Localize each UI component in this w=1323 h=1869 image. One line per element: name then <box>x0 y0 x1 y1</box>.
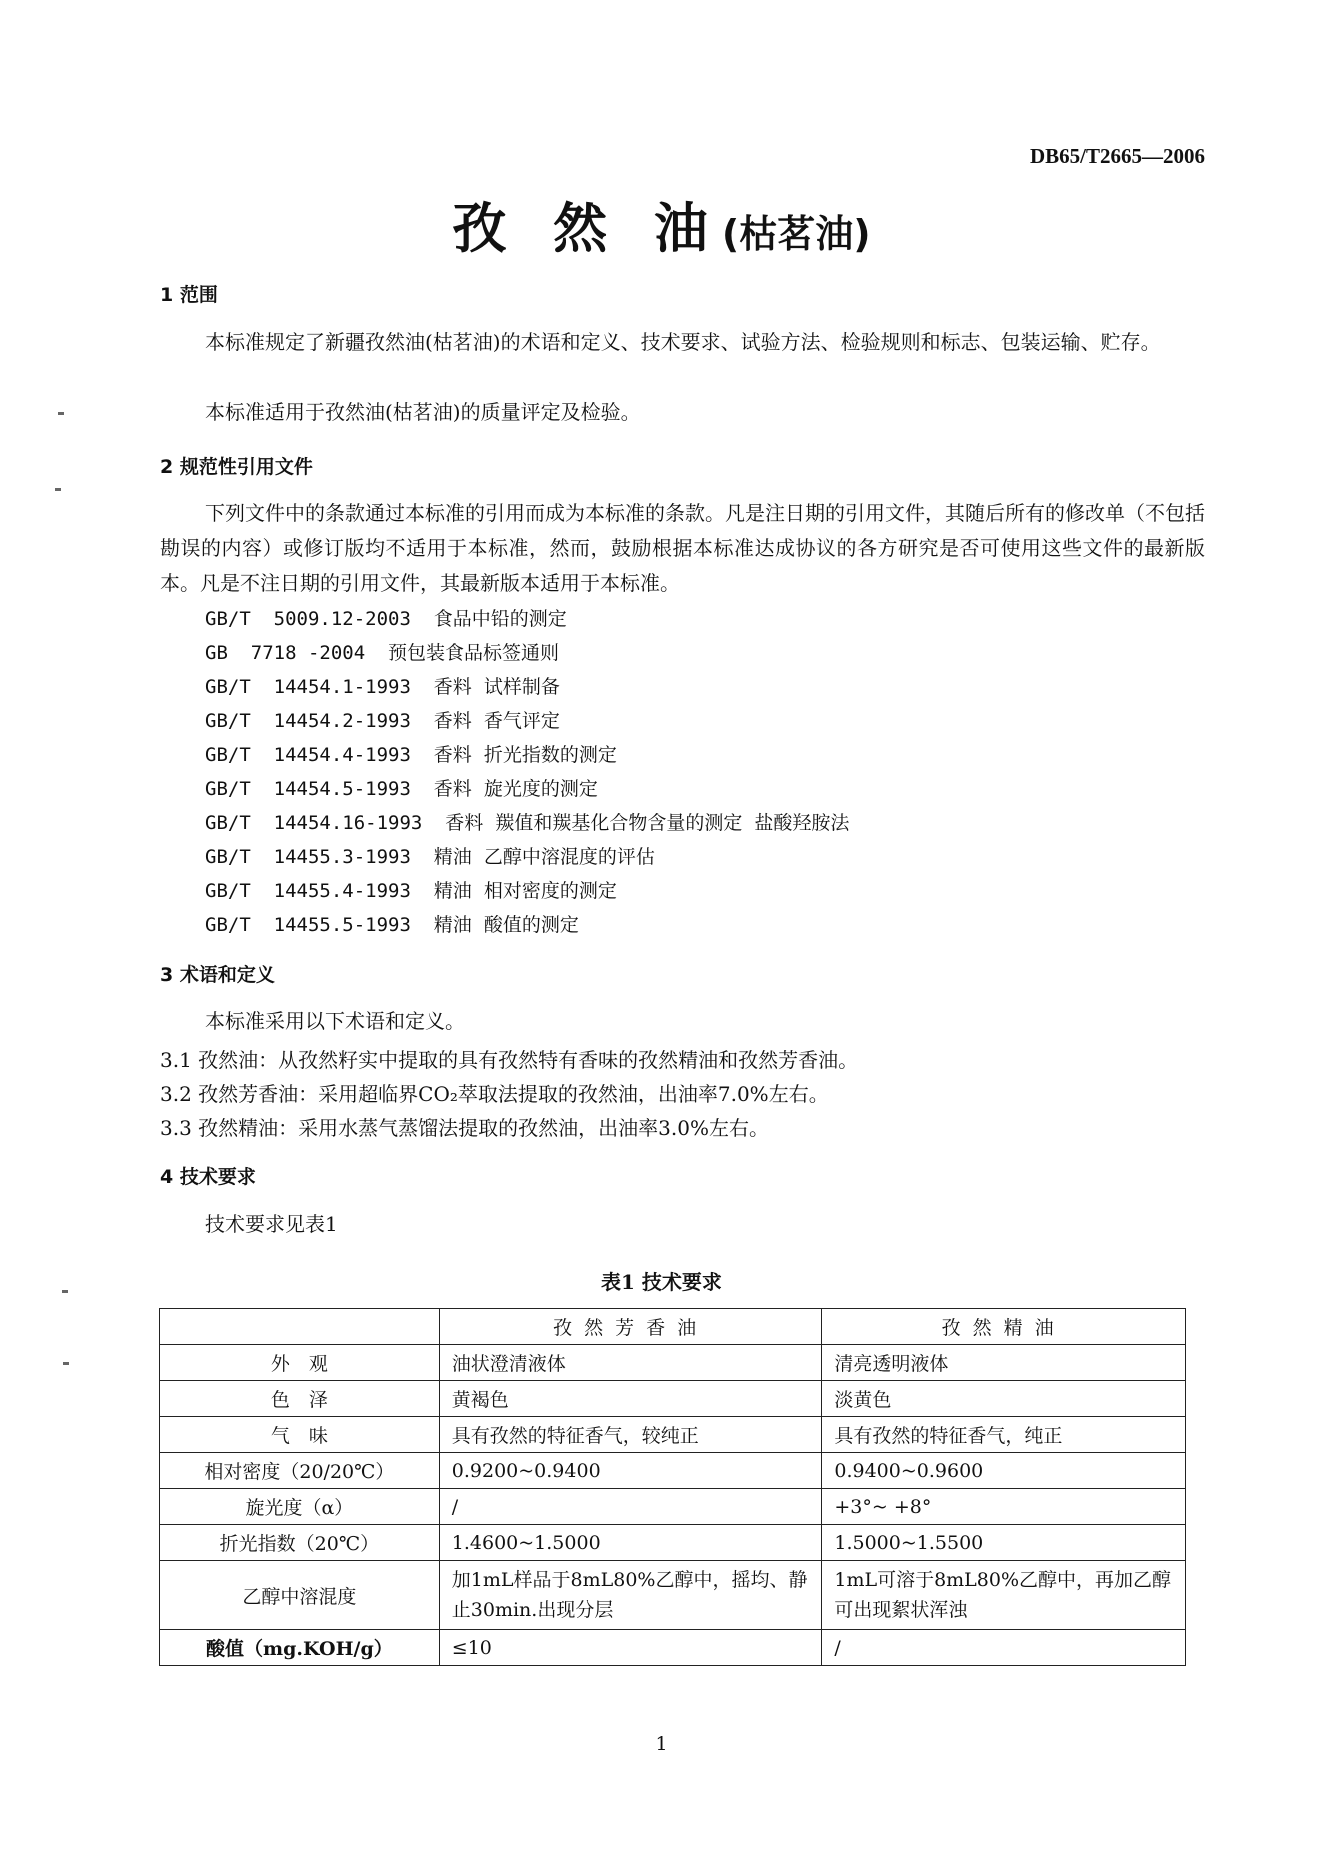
reference-item <box>205 808 849 835</box>
table-row <box>160 1345 1186 1381</box>
term-definition: 3.1 孜然油：从孜然籽实中提取的具有孜然特有香味的孜然精油和孜然芳香油。 <box>160 1048 859 1072</box>
scan-speck <box>55 488 61 491</box>
table-cell: 清亮透明液体 <box>822 1345 1186 1381</box>
table-cell: 1.5000~1.5500 <box>822 1525 1186 1561</box>
table-header-row <box>160 1309 1186 1345</box>
reference-item <box>205 910 579 937</box>
table-cell: +3°~ +8° <box>822 1489 1186 1525</box>
table-cell: 具有孜然的特征香气，纯正 <box>822 1417 1186 1453</box>
reference-item <box>205 842 655 869</box>
table-caption: 表1 技术要求 <box>601 1270 722 1294</box>
table-row <box>160 1525 1186 1561</box>
row-label: 外 观 <box>160 1345 440 1381</box>
table-cell: 油状澄清液体 <box>439 1345 822 1381</box>
table-row <box>160 1417 1186 1453</box>
reference-title: 香料 旋光度的测定 <box>433 778 598 800</box>
reference-title: 香料 香气评定 <box>433 710 560 732</box>
table-cell: 0.9400~0.9600 <box>822 1453 1186 1489</box>
section-2-heading: 2 规范性引用文件 <box>160 456 313 478</box>
table-row <box>160 1453 1186 1489</box>
column-header: 孜然精油 <box>822 1309 1186 1345</box>
reference-code: GB/T 14455.3-1993 <box>205 846 411 868</box>
table-cell: / <box>439 1489 822 1525</box>
table-cell: ≤10 <box>439 1630 822 1666</box>
reference-item <box>205 638 559 665</box>
column-header: 孜然芳香油 <box>439 1309 822 1345</box>
reference-item <box>205 740 617 767</box>
standard-code: DB65/T2665—2006 <box>1029 144 1205 168</box>
page-number: 1 <box>655 1733 668 1755</box>
section-4-intro: 技术要求见表1 <box>205 1212 338 1236</box>
row-label: 乙醇中溶混度 <box>160 1561 440 1630</box>
term-definition: 3.2 孜然芳香油：采用超临界CO₂萃取法提取的孜然油，出油率7.0%左右。 <box>160 1082 829 1106</box>
reference-code: GB/T 14455.5-1993 <box>205 914 411 936</box>
reference-item <box>205 672 560 699</box>
reference-code: GB 7718 -2004 <box>205 642 366 664</box>
spec-table <box>159 1308 1186 1666</box>
table-cell: 黄褐色 <box>439 1381 822 1417</box>
reference-item <box>205 876 617 903</box>
reference-code: GB/T 14454.4-1993 <box>205 744 411 766</box>
scan-speck <box>63 1362 69 1365</box>
table-row <box>160 1561 1186 1630</box>
table-row <box>160 1489 1186 1525</box>
section-1-heading: 1 范围 <box>160 284 218 306</box>
section-3-heading: 3 术语和定义 <box>160 964 275 986</box>
table-cell: 1.4600~1.5000 <box>439 1525 822 1561</box>
reference-title: 香料 羰值和羰基化合物含量的测定 盐酸羟胺法 <box>445 812 850 834</box>
document-title <box>0 186 1323 263</box>
section-3-intro: 本标准采用以下术语和定义。 <box>205 1009 465 1033</box>
reference-code: GB/T 14454.1-1993 <box>205 676 411 698</box>
reference-item <box>205 604 567 631</box>
scan-speck <box>58 412 64 415</box>
section-1-paragraph-1: 本标准规定了新疆孜然油(枯茗油)的术语和定义、技术要求、试验方法、检验规则和标志、包装运输、贮存。 <box>205 330 1161 354</box>
table-row <box>160 1381 1186 1417</box>
reference-item <box>205 706 560 733</box>
reference-item <box>205 774 598 801</box>
table-cell: 加1mL样品于8mL80%乙醇中，摇均、静止30min.出现分层 <box>439 1561 822 1630</box>
reference-code: GB/T 14454.2-1993 <box>205 710 411 732</box>
reference-code: GB/T 14455.4-1993 <box>205 880 411 902</box>
table-cell: 1mL可溶于8mL80%乙醇中，再加乙醇可出现絮状浑浊 <box>822 1561 1186 1630</box>
row-label: 色 泽 <box>160 1381 440 1417</box>
reference-title: 精油 乙醇中溶混度的评估 <box>433 846 655 868</box>
reference-title: 食品中铅的测定 <box>433 608 567 630</box>
table-cell: 淡黄色 <box>822 1381 1186 1417</box>
term-definition: 3.3 孜然精油：采用水蒸气蒸馏法提取的孜然油，出油率3.0%左右。 <box>160 1116 769 1140</box>
title-main: 孜 然 油 <box>452 197 722 260</box>
reference-code: GB/T 5009.12-2003 <box>205 608 411 630</box>
table-cell: / <box>822 1630 1186 1666</box>
reference-title: 预包装食品标签通则 <box>388 642 560 664</box>
row-label: 气 味 <box>160 1417 440 1453</box>
row-label: 折光指数（20℃） <box>160 1525 440 1561</box>
section-4-heading: 4 技术要求 <box>160 1166 256 1188</box>
section-1-paragraph-2: 本标准适用于孜然油(枯茗油)的质量评定及检验。 <box>205 400 641 424</box>
row-label: 旋光度（α） <box>160 1489 440 1525</box>
reference-code: GB/T 14454.5-1993 <box>205 778 411 800</box>
title-sub: (枯茗油) <box>721 212 871 256</box>
reference-title: 精油 相对密度的测定 <box>433 880 617 902</box>
scan-speck <box>62 1290 68 1293</box>
table-row <box>160 1630 1186 1666</box>
row-label: 酸值（mg.KOH/g） <box>160 1630 440 1666</box>
reference-code: GB/T 14454.16-1993 <box>205 812 423 834</box>
reference-title: 精油 酸值的测定 <box>433 914 579 936</box>
row-label: 相对密度（20/20℃） <box>160 1453 440 1489</box>
reference-title: 香料 折光指数的测定 <box>433 744 617 766</box>
table-corner-cell <box>160 1309 440 1345</box>
table-cell: 具有孜然的特征香气，较纯正 <box>439 1417 822 1453</box>
table-cell: 0.9200~0.9400 <box>439 1453 822 1489</box>
section-2-intro: 下列文件中的条款通过本标准的引用而成为本标准的条款。凡是注日期的引用文件，其随后所有的修改单（不包括勘误的内容）或修订版均不适用于本标准，然而，鼓励根据本标准达成协议的各方研究是否可使用这些文件的最新版本。凡是不注日期的引用文件，其最新版本适用于本标准。 <box>160 501 1205 595</box>
reference-title: 香料 试样制备 <box>433 676 560 698</box>
